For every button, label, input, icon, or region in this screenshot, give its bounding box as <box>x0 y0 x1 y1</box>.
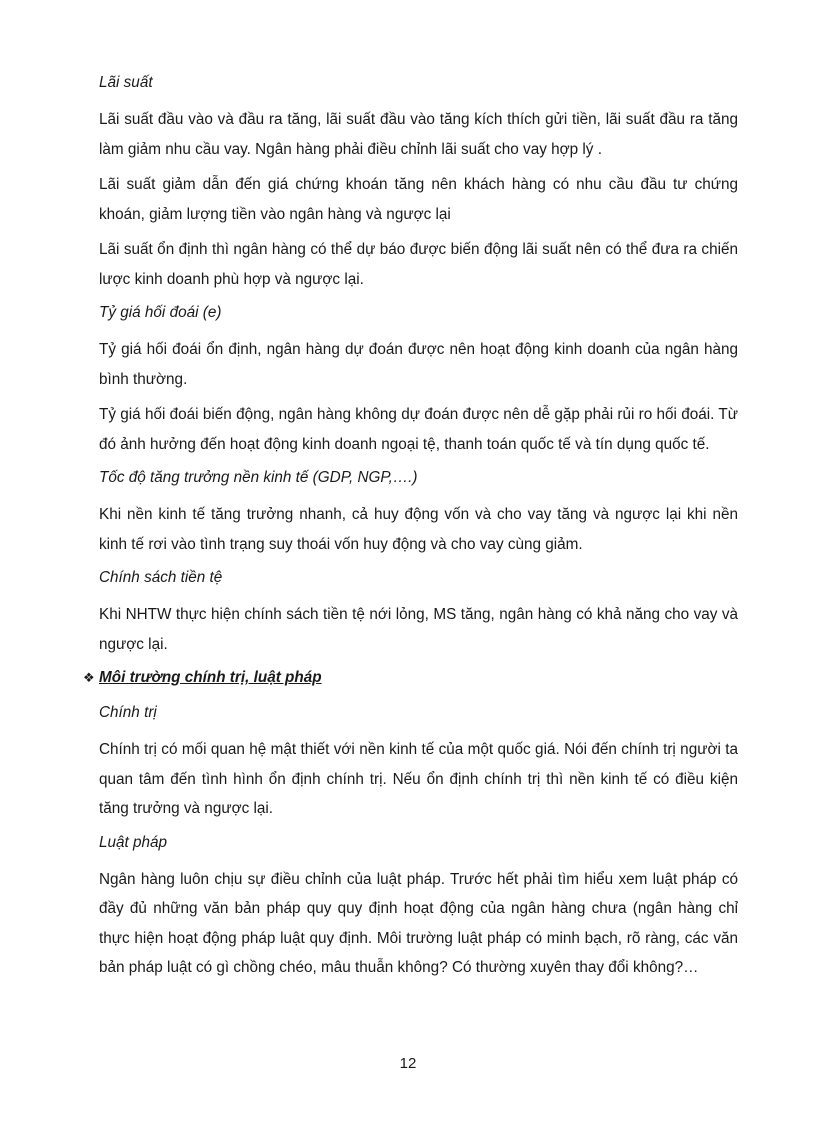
subheading-luat-phap: Luật pháp <box>99 833 168 851</box>
paragraph: Khi nền kinh tế tăng trưởng nhanh, cả huy động vốn và cho vay tăng và ngược lại khi nền kinh tế rơi vào tình trạng suy thoái vốn huy động và cho vay cùng giảm. <box>99 506 738 553</box>
section-title: Môi trường chính trị, luật pháp <box>99 669 322 686</box>
subheading-lai-suat: Lãi suất <box>99 74 153 91</box>
page-body <box>83 70 738 989</box>
paragraph: Chính trị có mối quan hệ mật thiết với nền kinh tế của một quốc giá. Nói đến chính trị người ta quan tâm đến tình hình ổn định chính trị. Nếu ổn định chính trị thì nền kinh tế có điều kiện tăng trưởng và ngược lại. <box>99 741 738 817</box>
paragraph: Lãi suất giảm dẫn đến giá chứng khoán tăng nên khách hàng có nhu cầu đầu tư chứng khoán, giảm lượng tiền vào ngân hàng và ngược lại <box>99 176 738 223</box>
paragraph: Ngân hàng luôn chịu sự điều chỉnh của luật pháp. Trước hết phải tìm hiểu xem luật pháp có đầy đủ những văn bản pháp quy quy định hoạt động của ngân hàng chưa (ngân hàng chỉ thực hiện hoạt động pháp luật quy định. Môi trường luật pháp có minh bạch, rõ ràng, các văn bản pháp luật có gì chồng chéo, mâu thuẫn không? Có thường xuyên thay đổi không?… <box>99 870 738 976</box>
subheading-ty-gia: Tỷ giá hối đoái (e) <box>99 304 222 321</box>
paragraph: Khi NHTW thực hiện chính sách tiền tệ nới lỏng, MS tăng, ngân hàng có khả năng cho vay và ngược lại. <box>99 606 738 653</box>
page-number: 12 <box>399 1055 417 1072</box>
paragraph: Tỷ giá hối đoái ổn định, ngân hàng dự đoán được nên hoạt động kinh doanh của ngân hàng bình thường. <box>99 341 738 388</box>
paragraph: Lãi suất đầu vào và đầu ra tăng, lãi suất đầu vào tăng kích thích gửi tiền, lãi suất đầu ra tăng làm giảm nhu cầu vay. Ngân hàng phải điều chỉnh lãi suất cho vay hợp lý . <box>99 111 738 158</box>
paragraph: Tỷ giá hối đoái biến động, ngân hàng không dự đoán được nên dễ gặp phải rủi ro hối đoái. Từ đó ảnh hưởng đến hoạt động kinh doanh ngoại tệ, thanh toán quốc tế và tín dụng quốc tế. <box>99 406 738 453</box>
diamond-bullet-icon: ❖ <box>83 670 95 685</box>
paragraph: Lãi suất ổn định thì ngân hàng có thể dự báo được biến động lãi suất nên có thể đưa ra chiến lược kinh doanh phù hợp và ngược lại. <box>99 241 738 288</box>
subheading-chinh-sach-tien-te: Chính sách tiền tệ <box>99 569 223 586</box>
section-heading <box>83 665 738 691</box>
subheading-toc-do-tang-truong: Tốc độ tăng trưởng nền kinh tế (GDP, NGP,….) <box>99 469 418 486</box>
subheading-chinh-tri: Chính trị <box>99 704 157 721</box>
